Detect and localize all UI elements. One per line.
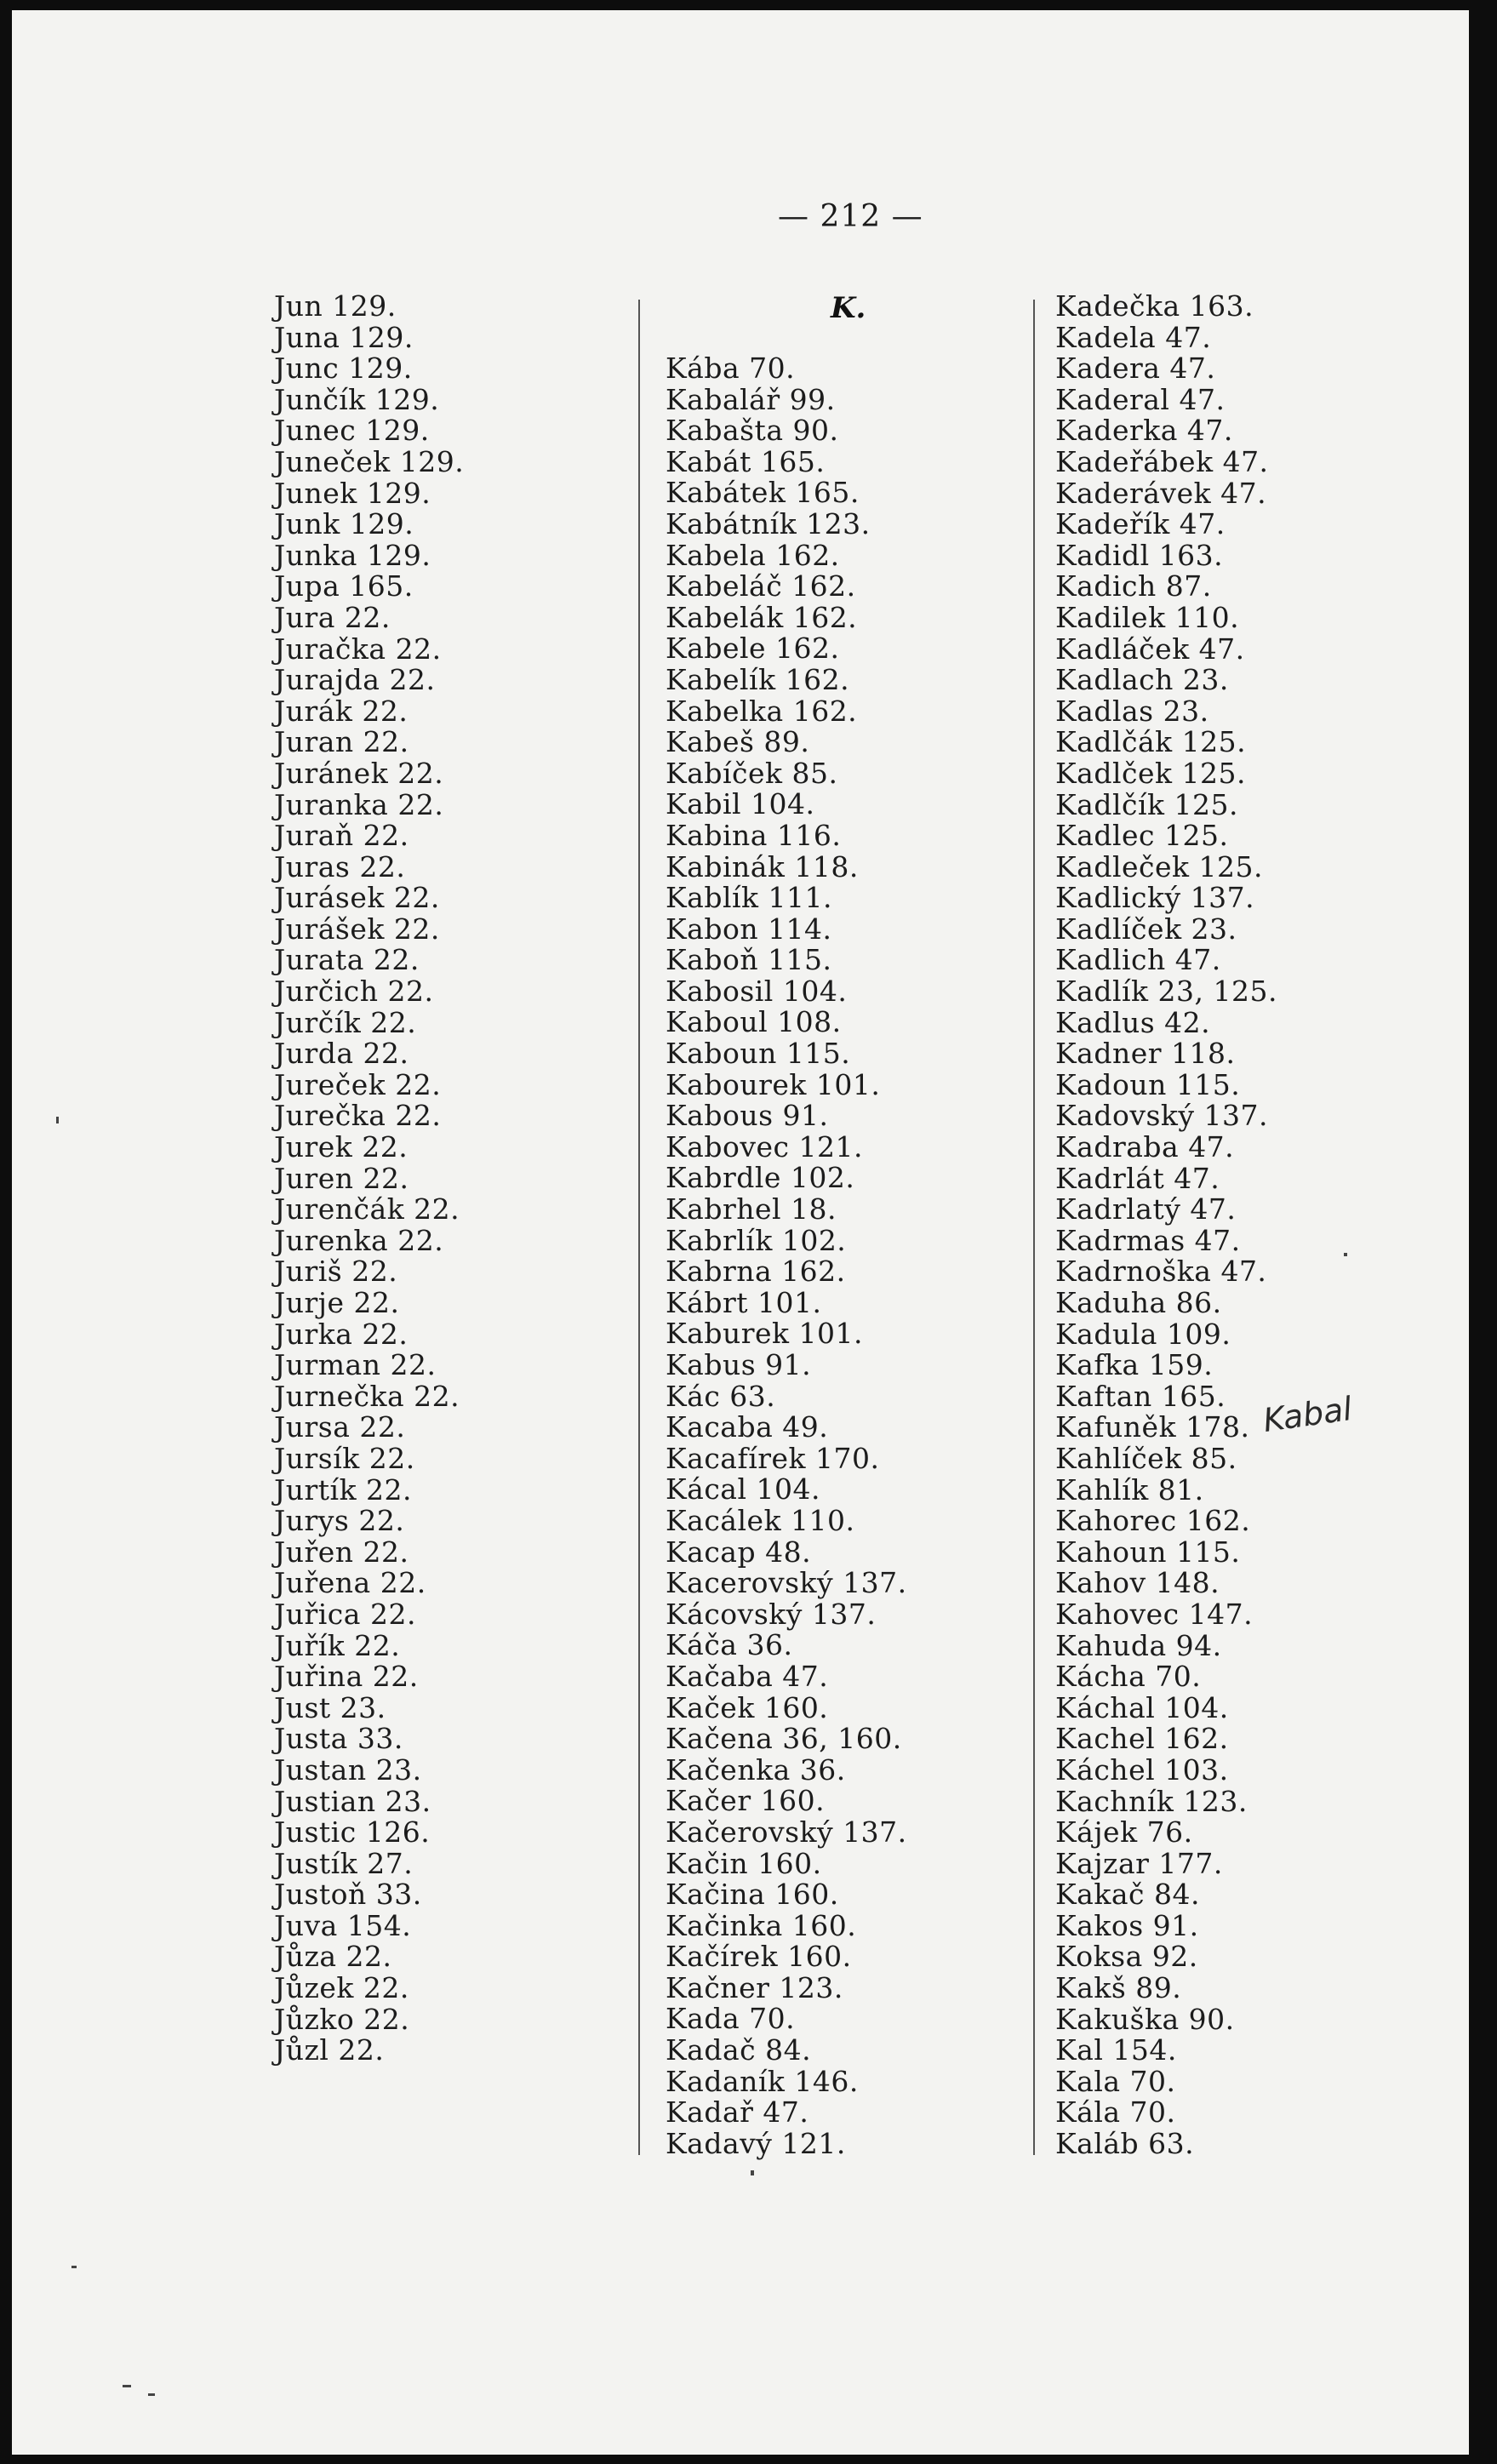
surname-entry: Kacafírek 170. bbox=[666, 1441, 880, 1475]
surname-entry: Kadlíček 23. bbox=[1055, 912, 1237, 946]
surname-entry: Kala 70. bbox=[1055, 2064, 1176, 2098]
surname-entry: Kabelík 162. bbox=[666, 662, 850, 696]
surname-entry: Kadera 47. bbox=[1055, 352, 1216, 386]
surname-entry: Kadlčák 125. bbox=[1055, 725, 1247, 759]
surname-entry: Jurčík 22. bbox=[274, 1005, 417, 1039]
surname-entry: Káchal 104. bbox=[1055, 1690, 1229, 1724]
surname-entry: Kadeřábek 47. bbox=[1055, 444, 1269, 478]
surname-entry: Kabourek 101. bbox=[666, 1067, 881, 1101]
surname-entry: Justík 27. bbox=[274, 1846, 414, 1880]
surname-entry: Jureček 22. bbox=[274, 1067, 442, 1101]
surname-entry: Kačina 160. bbox=[666, 1878, 839, 1912]
surname-entry: Kadlich 47. bbox=[1055, 943, 1221, 977]
surname-entry: Juřica 22. bbox=[274, 1597, 416, 1631]
surname-entry: Kabátník 123. bbox=[666, 506, 871, 540]
surname-entry: Jurnečka 22. bbox=[274, 1379, 460, 1413]
surname-entry: Juriš 22. bbox=[274, 1255, 398, 1289]
surname-entry: Kablík 111. bbox=[666, 881, 833, 915]
handwritten-note: Kabal bbox=[1260, 1389, 1355, 1440]
surname-entry: Kabrhel 18. bbox=[666, 1192, 837, 1226]
surname-entry: Kabrdle 102. bbox=[666, 1161, 855, 1195]
surname-entry: Jůza 22. bbox=[274, 1940, 392, 1974]
surname-entry: Kakš 89. bbox=[1055, 1971, 1182, 2005]
surname-entry: Jurajda 22. bbox=[274, 663, 436, 697]
surname-entry: Kadilek 110. bbox=[1055, 600, 1240, 634]
column-divider bbox=[638, 300, 640, 2155]
surname-entry: Kabát 165. bbox=[666, 444, 826, 478]
surname-entry: Junc 129. bbox=[274, 352, 413, 386]
surname-entry: Kahoun 115. bbox=[1055, 1535, 1241, 1569]
surname-entry: Justian 23. bbox=[274, 1784, 431, 1818]
surname-entry: Kadoun 115. bbox=[1055, 1067, 1241, 1101]
surname-entry: Jura 22. bbox=[274, 600, 391, 634]
surname-entry: Kačerovský 137. bbox=[666, 1815, 907, 1849]
surname-entry: Kakač 84. bbox=[1055, 1878, 1200, 1912]
surname-entry: Junek 129. bbox=[274, 476, 431, 510]
surname-entry: Kabil 104. bbox=[666, 787, 815, 821]
surname-entry: Juna 129. bbox=[274, 320, 414, 354]
surname-entry: Kácovský 137. bbox=[666, 1597, 877, 1631]
surname-entry: Jurman 22. bbox=[274, 1348, 437, 1382]
surname-entry: Jůzko 22. bbox=[274, 2002, 410, 2036]
surname-entry: Kác 63. bbox=[666, 1379, 776, 1413]
surname-column-3 bbox=[1055, 291, 1277, 2160]
surname-entry: Kačena 36, 160. bbox=[666, 1722, 902, 1756]
surname-entry: Kabelák 162. bbox=[666, 600, 858, 634]
document-page bbox=[12, 10, 1469, 2455]
surname-entry: Juračka 22. bbox=[274, 632, 442, 666]
surname-entry: Kahorec 162. bbox=[1055, 1504, 1251, 1538]
surname-entry: Kahov 148. bbox=[1055, 1566, 1220, 1600]
surname-entry: Junčík 129. bbox=[274, 382, 440, 416]
surname-entry: Jursík 22. bbox=[274, 1441, 415, 1475]
surname-entry: Kajzar 177. bbox=[1055, 1846, 1223, 1880]
column-divider bbox=[1033, 300, 1035, 2155]
surname-entry: Kadlický 137. bbox=[1055, 881, 1255, 915]
surname-entry: Kaduha 86. bbox=[1055, 1286, 1222, 1319]
surname-entry: Kahovec 147. bbox=[1055, 1597, 1254, 1631]
surname-entry: Juránek 22. bbox=[274, 756, 444, 790]
surname-entry: Kadula 109. bbox=[1055, 1317, 1231, 1351]
surname-entry: Kaderka 47. bbox=[1055, 414, 1233, 448]
surname-entry: Kačinka 160. bbox=[666, 1908, 857, 1942]
surname-entry: Kaboň 115. bbox=[666, 943, 832, 977]
surname-entry: Jursa 22. bbox=[274, 1410, 406, 1444]
surname-entry: Kačírek 160. bbox=[666, 1940, 852, 1974]
surname-entry: Kadovský 137. bbox=[1055, 1099, 1269, 1133]
surname-column-2 bbox=[666, 353, 907, 2159]
surname-entry: Kacerovský 137. bbox=[666, 1566, 907, 1600]
surname-entry: Kájek 76. bbox=[1055, 1815, 1193, 1849]
surname-entry: Juřena 22. bbox=[274, 1566, 426, 1600]
surname-entry: Kabeláč 162. bbox=[666, 569, 856, 603]
surname-entry: Justoň 33. bbox=[274, 1878, 422, 1912]
surname-entry: Kabosil 104. bbox=[666, 974, 848, 1008]
surname-entry: Kadrlát 47. bbox=[1055, 1161, 1220, 1195]
surname-entry: Juraň 22. bbox=[274, 819, 409, 853]
surname-entry: Kabele 162. bbox=[666, 632, 840, 666]
surname-entry: Kabašta 90. bbox=[666, 414, 839, 448]
surname-entry: Kadlček 125. bbox=[1055, 756, 1246, 790]
surname-entry: Kačin 160. bbox=[666, 1846, 822, 1880]
surname-entry: Kaderal 47. bbox=[1055, 382, 1226, 416]
surname-entry: Junk 129. bbox=[274, 507, 414, 541]
surname-entry: Kabíček 85. bbox=[666, 756, 838, 790]
surname-entry: Jurásek 22. bbox=[274, 881, 440, 915]
surname-entry: Jurka 22. bbox=[274, 1317, 409, 1351]
surname-entry: Kabelka 162. bbox=[666, 694, 858, 728]
surname-entry: Kabina 116. bbox=[666, 818, 842, 852]
surname-entry: Kadař 47. bbox=[666, 2095, 809, 2130]
surname-entry: Kahuda 94. bbox=[1055, 1628, 1222, 1662]
surname-entry: Kadlík 23, 125. bbox=[1055, 975, 1277, 1009]
surname-entry: Kadavý 121. bbox=[666, 2126, 846, 2160]
surname-entry: Juran 22. bbox=[274, 725, 409, 759]
surname-entry: Kadlec 125. bbox=[1055, 819, 1229, 853]
surname-entry: Kaburek 101. bbox=[666, 1317, 863, 1351]
surname-entry: Juřen 22. bbox=[274, 1535, 409, 1569]
surname-entry: Jurje 22. bbox=[274, 1286, 400, 1319]
surname-entry: Kabalář 99. bbox=[666, 382, 836, 416]
surname-entry: Juva 154. bbox=[274, 1908, 412, 1942]
surname-entry: Kahlíček 85. bbox=[1055, 1441, 1237, 1475]
surname-entry: Kaláb 63. bbox=[1055, 2127, 1195, 2161]
page-number: — 212 — bbox=[778, 199, 923, 234]
surname-entry: Kadač 84. bbox=[666, 2033, 812, 2067]
surname-entry: Jurčich 22. bbox=[274, 975, 434, 1009]
surname-entry: Kabous 91. bbox=[666, 1099, 829, 1133]
surname-entry: Juren 22. bbox=[274, 1161, 409, 1195]
surname-entry: Kafka 159. bbox=[1055, 1348, 1214, 1382]
surname-entry: Kabovec 121. bbox=[666, 1129, 863, 1163]
surname-entry: Jupa 165. bbox=[274, 569, 414, 603]
surname-entry: Kabinák 118. bbox=[666, 849, 859, 883]
surname-entry: Kadaník 146. bbox=[666, 2064, 859, 2098]
surname-entry: Kála 70. bbox=[1055, 2095, 1176, 2130]
surname-entry: Jurys 22. bbox=[274, 1504, 405, 1538]
surname-entry: Jurek 22. bbox=[274, 1130, 409, 1164]
surname-entry: Jurášek 22. bbox=[274, 912, 440, 946]
surname-entry: Kábrt 101. bbox=[666, 1285, 822, 1319]
surname-entry: Káča 36. bbox=[666, 1628, 793, 1662]
surname-entry: Kachník 123. bbox=[1055, 1784, 1248, 1818]
surname-entry: Kácal 104. bbox=[666, 1472, 821, 1506]
surname-entry: Kadlach 23. bbox=[1055, 663, 1229, 697]
surname-entry: Kabeš 89. bbox=[666, 725, 810, 759]
surname-entry: Juneček 129. bbox=[274, 444, 465, 478]
surname-entry: Kabátek 165. bbox=[666, 476, 860, 510]
surname-entry: Kabon 114. bbox=[666, 912, 832, 946]
surname-entry: Kaboul 108. bbox=[666, 1005, 842, 1039]
surname-entry: Kabrna 162. bbox=[666, 1255, 846, 1289]
surname-entry: Kakuška 90. bbox=[1055, 2002, 1235, 2036]
surname-entry: Kacap 48. bbox=[666, 1535, 812, 1569]
surname-entry: Kadlčík 125. bbox=[1055, 787, 1239, 821]
surname-entry: Jurečka 22. bbox=[274, 1099, 442, 1133]
surname-entry: Jůzl 22. bbox=[274, 2033, 385, 2067]
surname-entry: Jurenka 22. bbox=[274, 1223, 444, 1257]
surname-entry: Kadrmas 47. bbox=[1055, 1223, 1241, 1257]
surname-entry: Kadich 87. bbox=[1055, 569, 1212, 603]
surname-entry: Kabus 91. bbox=[666, 1348, 812, 1381]
surname-entry: Kadela 47. bbox=[1055, 320, 1212, 354]
surname-entry: Kába 70. bbox=[666, 352, 796, 385]
surname-entry: Jurtík 22. bbox=[274, 1472, 413, 1506]
surname-entry: Kaboun 115. bbox=[666, 1037, 851, 1071]
surname-entry: Kahlík 81. bbox=[1055, 1472, 1204, 1506]
surname-entry: Kadlus 42. bbox=[1055, 1005, 1211, 1039]
surname-entry: Justa 33. bbox=[274, 1722, 403, 1756]
surname-entry: Kadečka 163. bbox=[1055, 289, 1254, 323]
surname-entry: Kadidl 163. bbox=[1055, 538, 1224, 572]
surname-entry: Kadeřík 47. bbox=[1055, 507, 1226, 541]
surname-entry: Kadláček 47. bbox=[1055, 632, 1245, 666]
surname-entry: Junka 129. bbox=[274, 538, 431, 572]
surname-entry: Just 23. bbox=[274, 1690, 386, 1724]
surname-entry: Kal 154. bbox=[1055, 2033, 1177, 2067]
section-heading: K. bbox=[831, 291, 866, 325]
surname-entry: Junec 129. bbox=[274, 414, 430, 448]
surname-entry: Juřina 22. bbox=[274, 1660, 419, 1694]
surname-entry: Juranka 22. bbox=[274, 787, 444, 821]
surname-entry: Kacaba 49. bbox=[666, 1410, 829, 1444]
surname-entry: Kácha 70. bbox=[1055, 1660, 1202, 1694]
surname-entry: Jurda 22. bbox=[274, 1037, 409, 1071]
surname-entry: Jurata 22. bbox=[274, 943, 420, 977]
surname-entry: Koksa 92. bbox=[1055, 1940, 1198, 1974]
surname-entry: Juřík 22. bbox=[274, 1628, 401, 1662]
surname-entry: Kada 70. bbox=[666, 2002, 796, 2036]
surname-entry: Káchel 103. bbox=[1055, 1752, 1229, 1787]
surname-entry: Kadner 118. bbox=[1055, 1037, 1236, 1071]
surname-entry: Jurenčák 22. bbox=[274, 1192, 460, 1226]
surname-entry: Kakos 91. bbox=[1055, 1908, 1199, 1942]
surname-entry: Kafuněk 178. bbox=[1055, 1410, 1250, 1444]
surname-entry: Kadraba 47. bbox=[1055, 1130, 1235, 1164]
surname-entry: Kabrlík 102. bbox=[666, 1223, 847, 1257]
surname-entry: Kadlas 23. bbox=[1055, 694, 1209, 728]
surname-entry: Kačner 123. bbox=[666, 1970, 843, 2004]
surname-entry: Kadrnoška 47. bbox=[1055, 1255, 1267, 1289]
surname-entry: Kačer 160. bbox=[666, 1784, 826, 1818]
surname-entry: Kadrlatý 47. bbox=[1055, 1192, 1237, 1226]
surname-entry: Justan 23. bbox=[274, 1752, 422, 1787]
surname-entry: Kadleček 125. bbox=[1055, 849, 1264, 883]
surname-entry: Juras 22. bbox=[274, 849, 406, 883]
surname-entry: Jurák 22. bbox=[274, 694, 409, 728]
surname-entry: Kacálek 110. bbox=[666, 1503, 855, 1537]
surname-entry: Justic 126. bbox=[274, 1815, 431, 1849]
surname-entry: Kaderávek 47. bbox=[1055, 476, 1267, 510]
surname-column-1 bbox=[274, 291, 464, 2067]
surname-entry: Kaček 160. bbox=[666, 1690, 829, 1724]
surname-entry: Kachel 162. bbox=[1055, 1722, 1229, 1756]
surname-entry: Kačaba 47. bbox=[666, 1659, 829, 1693]
surname-entry: Kačenka 36. bbox=[666, 1752, 846, 1787]
surname-entry: Jůzek 22. bbox=[274, 1971, 409, 2005]
surname-entry: Jun 129. bbox=[274, 289, 397, 323]
surname-entry: Kabela 162. bbox=[666, 538, 840, 572]
surname-entry: Kaftan 165. bbox=[1055, 1379, 1226, 1413]
